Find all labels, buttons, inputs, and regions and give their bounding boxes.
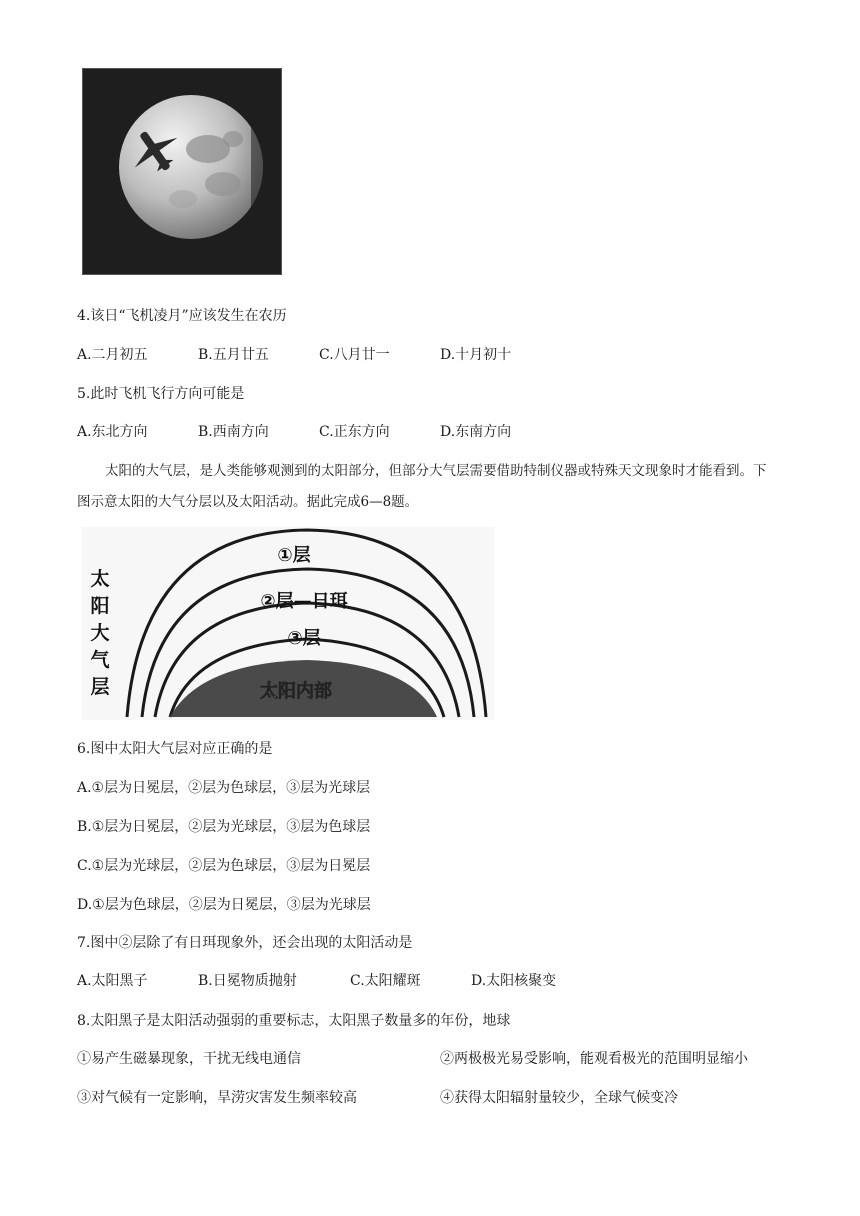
q6-option-d[interactable]: D.①层为色球层，②层为日冕层，③层为光球层 bbox=[77, 897, 371, 913]
moon-image bbox=[83, 69, 281, 274]
layer2-label: ②层—日珥 bbox=[260, 591, 348, 612]
solar-atmosphere-diagram bbox=[82, 527, 494, 720]
q5-option-b[interactable]: B.西南方向 bbox=[198, 424, 269, 440]
q6-option-c[interactable]: C.①层为光球层，②层为色球层，③层为日冕层 bbox=[77, 858, 371, 874]
q7-option-c[interactable]: C.太阳耀斑 bbox=[350, 973, 421, 989]
side-label-4: 气 bbox=[90, 649, 110, 671]
q5-option-d[interactable]: D.东南方向 bbox=[440, 424, 512, 440]
airplane-moon-photo bbox=[82, 68, 282, 275]
passage-text: 太阳的大气层，是人类能够观测到的太阳部分，但部分大气层需要借助特制仪器或特殊天文现象时才能看到。下图示意太阳的大气分层以及太阳活动。据此完成6—8题。 bbox=[77, 463, 767, 510]
q7-option-d[interactable]: D.太阳核聚变 bbox=[471, 973, 557, 989]
q7-stem: 7.图中②层除了有日珥现象外，还会出现的太阳活动是 bbox=[77, 935, 413, 951]
q7-option-a[interactable]: A.太阳黑子 bbox=[77, 973, 148, 989]
q4-option-d[interactable]: D.十月初十 bbox=[440, 347, 512, 363]
layer3-label: ③层 bbox=[287, 628, 321, 649]
side-label-3: 大 bbox=[90, 622, 110, 644]
q8-item-3: ③对气候有一定影响，旱涝灾害发生频率较高 bbox=[77, 1090, 357, 1106]
moon bbox=[119, 95, 263, 239]
q6-option-a[interactable]: A.①层为日冕层，②层为色球层，③层为光球层 bbox=[77, 780, 371, 796]
q5-stem: 5.此时飞机飞行方向可能是 bbox=[77, 386, 245, 402]
layer1-label: ①层 bbox=[277, 545, 311, 566]
sun-interior-label: 太阳内部 bbox=[260, 681, 332, 702]
side-label-2: 阳 bbox=[90, 595, 110, 617]
q4-option-a[interactable]: A.二月初五 bbox=[77, 347, 148, 363]
q4-option-b[interactable]: B.五月廿五 bbox=[198, 347, 269, 363]
q7-option-b[interactable]: B.日冕物质抛射 bbox=[198, 973, 297, 989]
q6-option-b[interactable]: B.①层为日冕层，②层为光球层，③层为色球层 bbox=[77, 819, 371, 835]
q5-option-c[interactable]: C.正东方向 bbox=[319, 424, 390, 440]
side-label-5: 层 bbox=[90, 676, 110, 698]
q5-option-a[interactable]: A.东北方向 bbox=[77, 424, 148, 440]
side-label-1: 太 bbox=[90, 568, 110, 590]
q6-stem: 6.图中太阳大气层对应正确的是 bbox=[77, 741, 273, 757]
q4-option-c[interactable]: C.八月廿一 bbox=[319, 347, 390, 363]
q8-stem: 8.太阳黑子是太阳活动强弱的重要标志，太阳黑子数量多的年份，地球 bbox=[77, 1013, 511, 1029]
q8-item-2: ②两极极光易受影响，能观看极光的范围明显缩小 bbox=[440, 1051, 748, 1067]
q4-stem: 4.该日“飞机凌月”应该发生在农历 bbox=[77, 308, 287, 324]
q8-item-4: ④获得太阳辐射量较少，全球气候变冷 bbox=[440, 1090, 678, 1106]
q8-item-1: ①易产生磁暴现象，干扰无线电通信 bbox=[77, 1051, 301, 1067]
